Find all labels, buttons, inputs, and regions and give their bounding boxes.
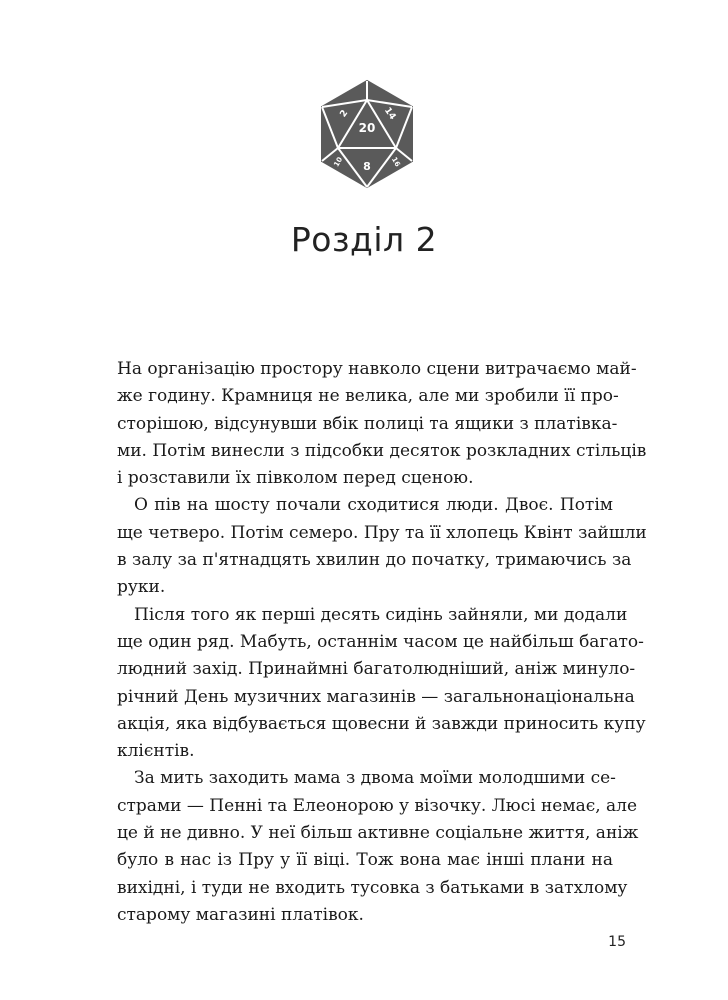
chapter-body (117, 356, 647, 929)
text-line: річний День музичних магазинів — загальнонаціональна (117, 686, 635, 707)
text-line: клієнтів. (117, 741, 195, 762)
text-line: ми. Потім винесли з підсобки десяток розкладних стільців (117, 440, 647, 461)
page-number: 15 (608, 934, 626, 950)
text-line: вихідні, і туди не входить тусовка з батьками в затхлому (117, 877, 628, 898)
text-line: руки. (117, 577, 166, 598)
d20-die-icon (316, 78, 418, 190)
text-line: сторішою, відсунувши вбік полиці та ящики з платівка- (117, 413, 618, 434)
text-line: це й не дивно. У неї більш активне соціальне життя, аніж (117, 823, 639, 844)
text-line: страми — Пенні та Елеонорою у візочку. Люсі немає, але (117, 795, 638, 816)
d20-number-top-left: 2 (338, 108, 351, 120)
text-line: акція, яка відбувається щовесни й завжди приносить купу (117, 713, 646, 734)
paragraph (117, 602, 646, 766)
text-line: старому магазині платівок. (117, 904, 364, 925)
d20-number-bottom: 8 (363, 160, 371, 173)
text-line: За мить заходить мама з двома моїми молодшими се- (134, 768, 616, 789)
text-line: О пів на шосту почали сходитися люди. Двоє. Потім (134, 495, 613, 516)
d20-number-top-right: 14 (381, 105, 398, 122)
text-line: і розставили їх півколом перед сценою. (117, 468, 474, 489)
d20-number-center: 20 (358, 121, 376, 135)
paragraph (117, 356, 647, 492)
d20-number-bottom-left: 10 (332, 155, 345, 169)
chapter-title: Розділ 2 (290, 220, 438, 259)
text-line: було в нас із Пру у її віці. Тож вона має інші плани на (117, 850, 613, 871)
text-line: Після того як перші десять сидінь зайняли, ми додали (134, 604, 628, 625)
d20-number-bottom-right: 16 (389, 155, 402, 169)
text-line: ще четверо. Потім семеро. Пру та її хлопець Квінт зайшли (117, 522, 647, 543)
paragraph (117, 765, 639, 929)
text-line: же годину. Крамниця не велика, але ми зробили її про- (117, 386, 619, 407)
paragraph (117, 492, 647, 601)
text-line: людний захід. Принаймні багатолюдніший, аніж минуло- (117, 659, 636, 680)
text-line: ще один ряд. Мабуть, останнім часом це найбільш багато- (117, 631, 644, 652)
text-line: в залу за п'ятнадцять хвилин до початку, тримаючись за (117, 550, 632, 571)
text-line: На організацію простору навколо сцени витрачаємо май- (117, 359, 637, 379)
